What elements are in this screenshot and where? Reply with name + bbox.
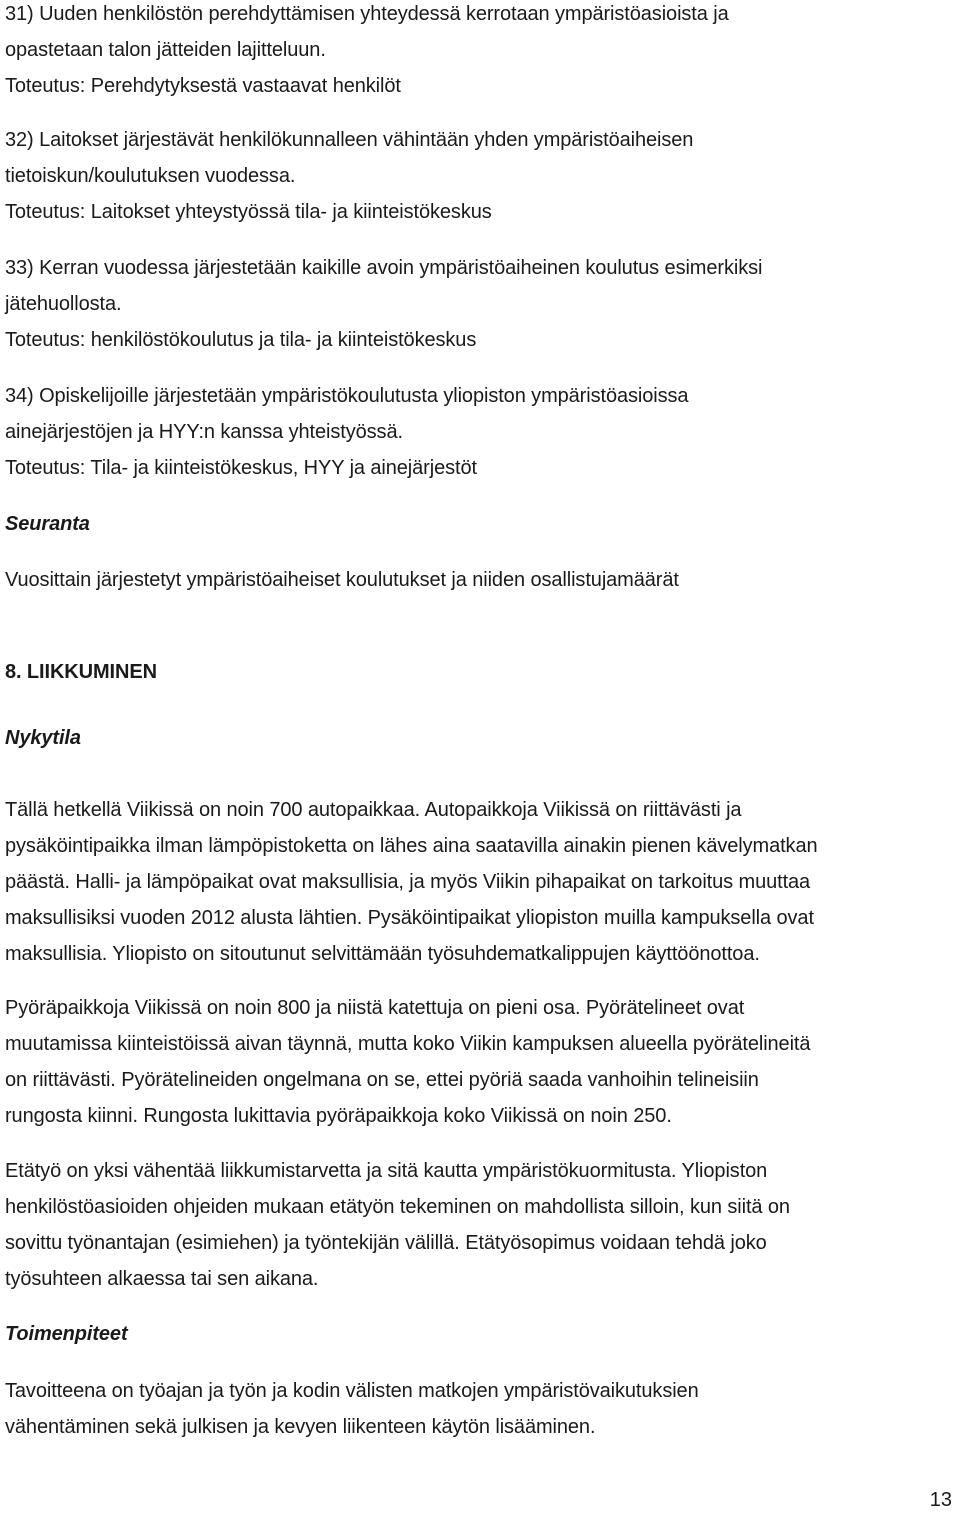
paragraph-line: rungosta kiinni. Rungosta lukittavia pyöräpaikkoja koko Viikissä on noin 250. [5,1105,672,1127]
page-number: 13 [929,1489,952,1511]
item-text-line: 31) Uuden henkilöstön perehdyttämisen yhteydessä kerrotaan ympäristöasioista ja [5,3,729,25]
item-toteutus: Toteutus: Perehdytyksestä vastaavat henkilöt [5,75,401,97]
paragraph-line: maksullisia. Yliopisto on sitoutunut selvittämään työsuhdematkalippujen käyttöönottoa. [5,943,760,965]
paragraph-line: maksullisiksi vuoden 2012 alusta lähtien. Pysäköintipaikat yliopiston muilla kampuksella ovat [5,907,814,929]
item-text-line: ainejärjestöjen ja HYY:n kanssa yhteistyössä. [5,421,403,443]
action-item-33 [5,250,957,358]
nykytila-heading: Nykytila [5,727,81,749]
paragraph-line: päästä. Halli- ja lämpöpaikat ovat maksullisia, ja myös Viikin pihapaikat on tarkoitus muuttaa [5,871,811,893]
item-toteutus: Toteutus: Laitokset yhteystyössä tila- ja kiinteistökeskus [5,201,492,223]
action-item-31 [5,0,957,104]
item-text-line: jätehuollosta. [5,293,122,315]
paragraph-line: muutamissa kiinteistöissä aivan täynnä, mutta koko Viikin kampuksen alueella pyörätelineitä [5,1033,811,1055]
paragraph-bicycles [5,990,957,1134]
item-text-line: 32) Laitokset järjestävät henkilökunnalleen vähintään yhden ympäristöaiheisen [5,129,694,151]
section-title-block [5,654,957,690]
action-item-32 [5,122,957,230]
section-title: 8. LIIKKUMINEN [5,661,157,683]
seuranta-section [5,506,957,542]
seuranta-text: Vuosittain järjestetyt ympäristöaiheiset koulutukset ja niiden osallistujamäärät [5,569,679,591]
item-text-line: 33) Kerran vuodessa järjestetään kaikille avoin ympäristöaiheinen koulutus esimerkiksi [5,257,763,279]
paragraph-line: Tavoitteena on työajan ja työn ja kodin välisten matkojen ympäristövaikutuksien [5,1380,699,1402]
item-text-line: tietoiskun/koulutuksen vuodessa. [5,165,296,187]
seuranta-heading: Seuranta [5,513,90,535]
paragraph-line: Pyöräpaikkoja Viikissä on noin 800 ja niistä katettuja on pieni osa. Pyörätelineet ovat [5,997,745,1019]
paragraph-line: Etätyö on yksi vähentää liikkumistarvetta ja sitä kautta ympäristökuormitusta. Yliopiston [5,1160,768,1182]
paragraph-line: vähentäminen sekä julkisen ja kevyen liikenteen käytön lisääminen. [5,1416,596,1438]
paragraph-line: työsuhteen alkaessa tai sen aikana. [5,1268,319,1290]
toimenpiteet-heading: Toimenpiteet [5,1323,128,1345]
toimenpiteet-heading-block [5,1316,957,1352]
paragraph-line: Tällä hetkellä Viikissä on noin 700 autopaikkaa. Autopaikkoja Viikissä on riittävästi ja [5,799,742,821]
seuranta-text-block [5,562,957,598]
paragraph-line: on riittävästi. Pyörätelineiden ongelmana on se, ettei pyöriä saada vanhoihin telineisiin [5,1069,759,1091]
paragraph-remote-work [5,1153,957,1297]
paragraph-goal [5,1373,957,1445]
paragraph-parking [5,792,957,972]
action-item-34 [5,378,957,486]
paragraph-line: sovittu työnantajan (esimiehen) ja työntekijän välillä. Etätyösopimus voidaan tehdä joko [5,1232,767,1254]
nykytila-heading-block [5,720,957,756]
paragraph-line: henkilöstöasioiden ohjeiden mukaan etätyön tekeminen on mahdollista silloin, kun siitä on [5,1196,790,1218]
item-toteutus: Toteutus: henkilöstökoulutus ja tila- ja kiinteistökeskus [5,329,477,351]
item-toteutus: Toteutus: Tila- ja kiinteistökeskus, HYY ja ainejärjestöt [5,457,477,479]
paragraph-line: pysäköintipaikka ilman lämpöpistoketta on lähes aina saatavilla ainakin pienen kävelymatkan [5,835,818,857]
item-text-line: 34) Opiskelijoille järjestetään ympäristökoulutusta yliopiston ympäristöasioissa [5,385,689,407]
item-text-line: opastetaan talon jätteiden lajitteluun. [5,39,326,61]
